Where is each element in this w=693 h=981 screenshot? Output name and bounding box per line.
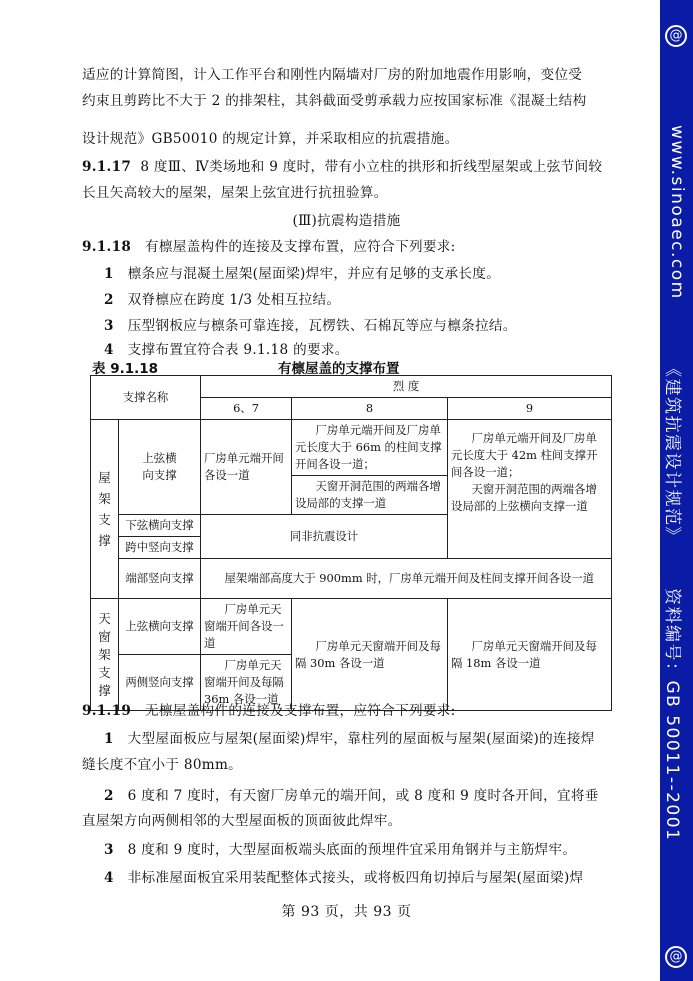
paragraph-line: 设计规范》GB50010 的规定计算，并采取相应的抗震措施。 <box>82 131 459 147</box>
row-name: 跨中竖向支撑 <box>119 537 201 559</box>
page-footer: 第 93 页，共 93 页 <box>281 904 412 920</box>
list-item: 4 非标准屋面板宜采用装配整体式接头，或将板四角切掉后与屋架(屋面梁)焊 <box>104 870 584 886</box>
table-cell: 厂房单元端开间及厂房单元长度大于 42m 柱间支撑开间各设一道； 天窗开洞范围的两端各增设局部的上弦横向支撑一道 <box>448 420 612 559</box>
list-item: 2 双脊檩应在跨度 1/3 处相互拉结。 <box>104 292 341 308</box>
row-name: 上弦横 向支撑 <box>119 420 201 515</box>
clause-9117-line2: 长且矢高较大的屋架，屋架上弦宜进行抗扭验算。 <box>82 185 388 201</box>
clause-9119: 9.1.19 无檩屋盖构件的连接及支撑布置，应符合下列要求: <box>82 703 456 719</box>
table-cell: 厂房单元天窗端开间及每隔 18m 各设一道 <box>448 599 612 711</box>
copyright-icon: @ <box>665 946 687 968</box>
table-cell: 屋架端部高度大于 900mm 时，厂房单元端开间及柱间支撑开间各设一道 <box>201 559 612 599</box>
header-intensity: 烈 度 <box>201 376 612 398</box>
list-item: 2 6 度和 7 度时，有天窗厂房单元的端开间，或 8 度和 9 度时各开间，宜将垂 <box>104 788 599 804</box>
header-8: 8 <box>292 398 448 420</box>
table-cell: 同非抗震设计 <box>201 515 448 559</box>
list-item-continuation: 缝长度不宜小于 80mm。 <box>82 757 243 773</box>
document-code: 资料编号：GB 50011--2001 <box>662 588 682 842</box>
list-item: 3 8 度和 9 度时，大型屋面板端头底面的预埋件宜采用角钢并与主筋焊牢。 <box>104 842 577 858</box>
table-cell: 厂房单元天窗端开间及每隔 36m 各设一道 <box>201 655 292 711</box>
support-layout-table <box>90 375 612 711</box>
clause-9118: 9.1.18 有檩屋盖构件的连接及支撑布置，应符合下列要求: <box>82 239 456 255</box>
row-name: 两侧竖向支撑 <box>119 655 201 711</box>
row-name: 上弦横向支撑 <box>119 599 201 655</box>
book-title: 《建筑抗震设计规范》 <box>662 360 682 545</box>
table-cell: 厂房单元端开间及厂房单元长度大于 66m 的柱间支撑开间各设一道； 天窗开洞范围的两端各增设局部的支撑一道 <box>292 420 448 515</box>
section-title: (Ⅲ)抗震构造措施 <box>292 213 401 229</box>
paragraph-line: 适应的计算简图，计入工作平台和刚性内隔墙对厂房的附加地震作用影响，变位受 <box>82 67 583 83</box>
table-title: 有檩屋盖的支撑布置 <box>278 361 400 377</box>
side-banner <box>660 0 693 981</box>
list-item: 4 支撑布置宜符合表 9.1.18 的要求。 <box>104 342 349 358</box>
website-url: www.sinoaec.com <box>667 125 687 300</box>
header-9: 9 <box>448 398 612 420</box>
clause-number: 9.1.18 <box>82 239 132 255</box>
paragraph-line: 约束且剪跨比不大于 2 的排架柱，其斜截面受剪承载力应按国家标准《混凝土结构 <box>82 93 587 109</box>
copyright-icon: @ <box>665 25 687 47</box>
table-cell: 厂房单元天窗端开间各设一道 <box>201 599 292 655</box>
row-name: 端部竖向支撑 <box>119 559 201 599</box>
table-cell: 厂房单元天窗端开间及每隔 30m 各设一道 <box>292 599 448 711</box>
table-label: 表 9.1.18 <box>92 361 159 377</box>
list-item: 3 压型钢板应与檩条可靠连接，瓦楞铁、石棉瓦等应与檩条拉结。 <box>104 318 517 334</box>
list-item-continuation: 直屋架方向两侧相邻的大型屋面板的顶面彼此焊牢。 <box>82 813 402 829</box>
group-skylight-support: 天 窗 架 支 撑 <box>91 599 119 711</box>
clause-9117-line1: 9.1.17 8 度Ⅲ、Ⅳ类场地和 9 度时，带有小立柱的拱形和折线型屋架或上弦节间较 <box>82 159 603 175</box>
list-item: 1 大型屋面板应与屋架(屋面梁)焊牢，靠柱列的屋面板与屋架(屋面梁)的连接焊 <box>104 731 595 747</box>
header-support-name: 支撑名称 <box>91 376 201 420</box>
clause-number: 9.1.19 <box>82 703 132 719</box>
list-item: 1 檩条应与混凝土屋架(屋面梁)焊牢，并应有足够的支承长度。 <box>104 266 501 282</box>
row-name: 下弦横向支撑 <box>119 515 201 537</box>
clause-number: 9.1.17 <box>82 159 132 175</box>
header-6-7: 6、7 <box>201 398 292 420</box>
table-cell: 厂房单元端开间各设一道 <box>201 420 292 515</box>
group-roof-truss-support: 屋 架 支 撑 <box>91 420 119 599</box>
